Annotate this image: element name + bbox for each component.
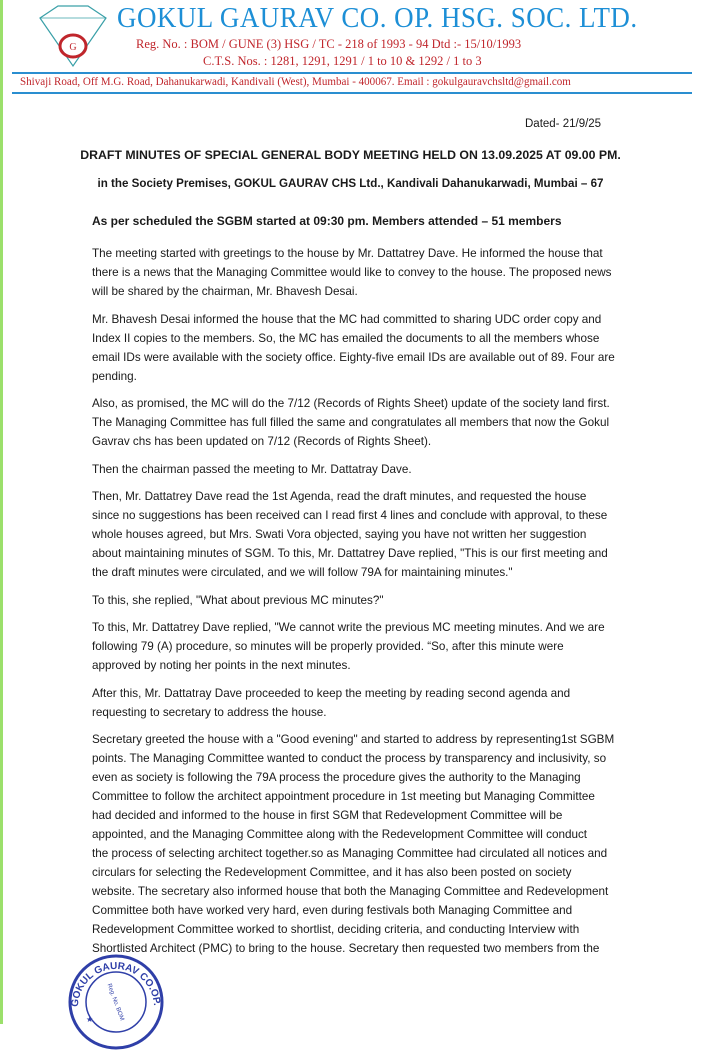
society-seal	[66, 952, 166, 1052]
minutes-paragraph	[92, 394, 632, 451]
paragraph-line: Gavrav chs has been updated on 7/12 (Records of Rights Sheet).	[92, 435, 432, 448]
society-logo	[28, 4, 118, 68]
paragraph-line: Mr. Bhavesh Desai informed the house that the MC had committed to sharing UDC order copy and	[92, 312, 602, 326]
minutes-paragraph	[92, 244, 632, 301]
minutes-paragraph	[92, 730, 632, 958]
minutes-paragraph	[92, 591, 632, 610]
paragraph-line: appointed, and the Managing Committee along with the Redevelopment Committee will conduct	[92, 828, 588, 841]
paragraph-line: the process of selecting architect together.so as Managing Committee had circulated all notices and	[92, 847, 608, 860]
paragraph-line: points. The Managing Committee wanted to conduct the process by transparency and inclusivity, so	[92, 752, 607, 765]
paragraph-line: Index II copies to the members. So, the MC has emailed the documents to all the members whose	[92, 331, 600, 345]
paragraph-line: Redevelopment Committee worked to shortlist, deciding criteria, and conducting Interview with	[92, 923, 580, 936]
society-address: Shivaji Road, Off M.G. Road, Dahanukarwadi, Kandivali (West), Mumbai - 400067. Email : gokulgauravchsltd@gmail.com	[20, 76, 571, 88]
paragraph-line: Shortlisted Architect (PMC) to bring to the house. Secretary then requested two members from the	[92, 942, 600, 955]
minutes-paragraph	[92, 618, 632, 675]
attendance-line: As per scheduled the SGBM started at 09:30 pm. Members attended – 51 members	[92, 214, 562, 228]
paragraph-line: To this, Mr. Dattatrey Dave replied, "We cannot write the previous MC meeting minutes. And we are	[92, 621, 605, 634]
paragraph-line: the draft minutes were circulated, and we will follow 79A for maintaining minutes."	[92, 566, 513, 579]
registration-number: Reg. No. : BOM / GUNE (3) HSG / TC - 218 of 1993 - 94 Dtd :- 15/10/1993	[136, 37, 522, 51]
paragraph-line: Secretary greeted the house with a "Good evening" and started to address by representing1st SGBM	[92, 733, 615, 746]
paragraph-line: will be shared by the chairman, Mr. Bhavesh Desai.	[92, 285, 358, 298]
minutes-paragraph	[92, 460, 632, 479]
paragraph-line: email IDs were available with the society office. Eighty-five email IDs are available out of 89. Four are	[92, 350, 615, 364]
paragraph-line: there is a news that the Managing Committee would like to convey to the house. The proposed news	[92, 266, 612, 279]
paragraph-line: The Managing Committee has full filled the same and congratulates all members that now the Gokul	[92, 416, 610, 429]
paragraph-line: Then the chairman passed the meeting to Mr. Dattatray Dave.	[92, 462, 412, 476]
paragraph-line: about maintaining minutes of SGM. To this, Mr. Dattatrey Dave replied, "This is our first meeting and	[92, 547, 608, 560]
svg-text:GOKUL GAURAV CO.OP.: GOKUL GAURAV CO.OP.	[69, 960, 162, 1008]
paragraph-line: website. The secretary also informed house that both the Managing Committee and Redevelopment	[92, 885, 609, 898]
paragraph-line: Committee both have worked very hard, even during festivals both Managing Committee and	[92, 904, 573, 917]
paragraph-line: since no suggestions has been received can I read first 4 lines and conclude with approval, to these	[92, 509, 608, 522]
document-date: Dated- 21/9/25	[525, 118, 602, 130]
minutes-paragraph	[92, 684, 632, 722]
paragraph-line: After this, Mr. Dattatray Dave proceeded to keep the meeting by reading second agenda and	[92, 686, 571, 700]
paragraph-line: Then, Mr. Dattatrey Dave read the 1st Agenda, read the draft minutes, and requested the house	[92, 490, 587, 503]
paragraph-line: To this, she replied, "What about previous MC minutes?"	[92, 593, 384, 607]
paragraph-line: approved by noting her points in the next minutes.	[92, 659, 351, 672]
paragraph-line: Committee to follow the architect appointment procedure in 1st meeting but Managing Committee	[92, 790, 595, 803]
svg-text:Reg. No. BOM: Reg. No. BOM	[105, 982, 125, 1022]
paragraph-line: requesting to secretary to address the house.	[92, 705, 327, 719]
paragraph-line: pending.	[92, 369, 137, 383]
header-rule	[12, 72, 692, 74]
document-subtitle: in the Society Premises, GOKUL GAURAV CHS Ltd., Kandivali Dahanukarwadi, Mumbai – 67	[97, 177, 604, 190]
document-title: DRAFT MINUTES OF SPECIAL GENERAL BODY MEETING HELD ON 13.09.2025 AT 09.00 PM.	[80, 148, 621, 162]
society-name: GOKUL GAURAV CO. OP. HSG. SOC. LTD.	[117, 2, 638, 34]
minutes-paragraph	[92, 310, 632, 386]
paragraph-line: whole houses agreed, but Mrs. Swati Vora objected, saying you have not written her suggestion	[92, 528, 587, 541]
header-rule	[12, 92, 692, 94]
paragraph-line: following 79 (A) procedure, so minutes will be properly provided. “So, after this minute were	[92, 640, 564, 653]
cts-numbers: C.T.S. Nos. : 1281, 1291, 1291 / 1 to 10 & 1292 / 1 to 3	[203, 54, 482, 68]
paragraph-line: even as society is following the 79A process the procedure gives the authority to the Managing	[92, 771, 581, 784]
paragraph-line: had decided and informed to the house in first SGM that Redevelopment Committee will be	[92, 809, 563, 822]
minutes-body	[92, 244, 632, 967]
svg-text:★: ★	[86, 1015, 94, 1024]
svg-text:G: G	[69, 42, 77, 53]
paragraph-line: circulars for selecting the Redevelopment Committee, and it has also been posted on society	[92, 866, 572, 879]
paragraph-line: Also, as promised, the MC will do the 7/12 (Records of Rights Sheet) update of the society land first.	[92, 397, 610, 410]
paragraph-line: The meeting started with greetings to the house by Mr. Dattatrey Dave. He informed the house that	[92, 247, 603, 260]
minutes-paragraph	[92, 487, 632, 582]
